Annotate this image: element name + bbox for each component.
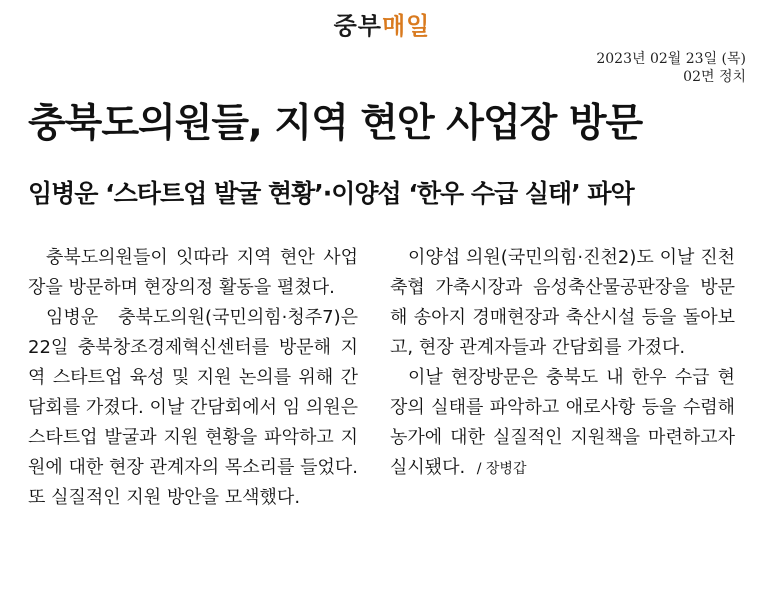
article-column-left <box>28 243 358 513</box>
dateline <box>596 50 746 86</box>
article-paragraph: 이양섭 의원(국민의힘·진천2)도 이날 진천축협 가축시장과 음성축산물공판장을 방문해 송아지 경매현장과 축산시설 등을 돌아보고, 현장 관계자들과 간담회를 가졌다. <box>390 247 735 358</box>
article-paragraph: 임병운 충북도의원(국민의힘·청주7)은 22일 충북창조경제혁신센터를 방문해 지역 스타트업 육성 및 지원 논의를 위해 간담회를 가졌다. 이날 간담회에서 임 의원은 스타트업 발굴과 지원 현황을 파악하고 지원에 대한 현장 관계자의 목소리를 들었다. 또 실질적인 지원 방안을 모색했다. <box>28 307 358 508</box>
newspaper-masthead <box>0 6 764 41</box>
article-headline: 충북도의원들, 지역 현안 사업장 방문 <box>28 101 643 146</box>
masthead-name-part2: 매일 <box>382 12 431 40</box>
article-column-right <box>390 243 735 484</box>
article-subheadline: 임병운 ‘스타트업 발굴 현황’·이양섭 ‘한우 수급 실태’ 파악 <box>28 179 634 208</box>
article-paragraph <box>390 363 735 484</box>
masthead-name-part1: 중부 <box>333 12 382 40</box>
article-paragraph: 충북도의원들이 잇따라 지역 현안 사업장을 방문하며 현장의정 활동을 펼쳤다. <box>28 247 358 298</box>
publication-date: 2023년 02월 23일 (목) <box>596 51 746 67</box>
article-paragraph-text: 이날 현장방문은 충북도 내 한우 수급 현장의 실태를 파악하고 애로사항 등을 수렴해 농가에 대한 실질적인 지원책을 마련하고자 실시됐다. <box>390 367 735 478</box>
page-section: 02면 정치 <box>683 69 746 85</box>
byline: / 장병갑 <box>476 461 527 477</box>
